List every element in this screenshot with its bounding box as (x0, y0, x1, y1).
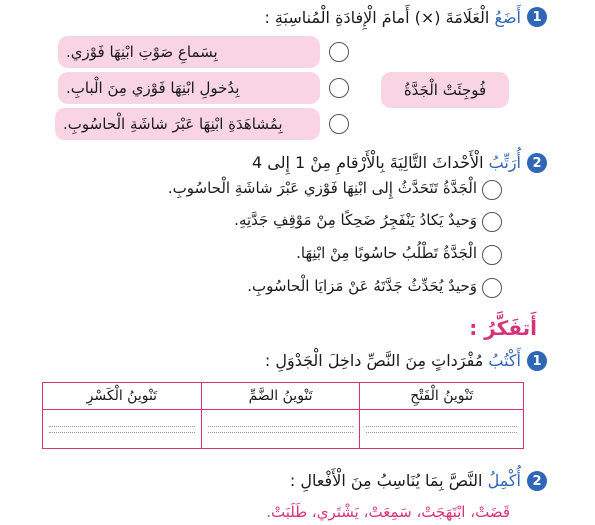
option-pill-2: بِدُخولِ ابْنِهَا فَوْزي مِنَ الْبابِ. (58, 72, 320, 104)
option-pill-1: بِسَماعِ صَوْتِ ابْنِهَا فَوْزي. (58, 36, 320, 68)
question-number-2: 2 (527, 153, 547, 173)
event-order-circle-1[interactable] (482, 180, 502, 200)
category-pill: فُوجِئَتْ الْجَدَّةُ (381, 72, 509, 108)
question-2-verb: أُرَتِّبُ (488, 153, 521, 172)
event-order-circle-2[interactable] (482, 212, 502, 232)
think-heading: أَتفَكَّرُ : (469, 316, 537, 340)
question-2-heading (252, 153, 521, 172)
question-number-4: 2 (527, 471, 547, 491)
option-pill-3: بِمُشاهَدَةِ ابْنِهَا عَبْرَ شاشَةِ الْحاسُوبِ. (55, 108, 320, 140)
event-order-circle-4[interactable] (482, 278, 502, 298)
vocabulary-table (42, 382, 524, 449)
event-text-3: الْجَدَّةُ تَطْلُبُ حاسُوبًا مِنْ ابْنِهَا. (296, 244, 477, 262)
question-number-3: 1 (527, 351, 547, 371)
table-header-kasr: تَنْوينُ الْكَسْرِ (43, 383, 202, 410)
table-cell-fath[interactable] (360, 410, 524, 449)
question-1-text: الْعَلَامَةَ (×) أَمامَ الْإِفادَةِ الْمُناسِبَةِ : (264, 8, 495, 27)
question-2-text: الْأَحْداثَ التَّالِيَةَ بِالْأَرْقامِ مِنْ 1 إِلى 4 (251, 153, 489, 172)
table-cell-kasr[interactable] (43, 410, 202, 449)
table-header-fath: تَنْوينُ الْفَتْحِ (360, 383, 524, 410)
question-4-verb: أُكْمِلُ (487, 471, 521, 490)
question-3-text: مُفْرَداتٍ مِنَ النَّصِّ داخِلَ الْجَدْوَلِ : (264, 351, 489, 370)
question-3-heading (265, 351, 521, 370)
event-order-circle-3[interactable] (482, 245, 502, 265)
table-header-damm: تَنْوينُ الضَّمِّ (201, 383, 360, 410)
question-1-heading (264, 8, 521, 27)
question-4-heading (290, 471, 521, 490)
event-text-1: الْجَدَّةُ تَتَحَدَّثُ إِلى ابْنِهَا فَوْزي عَبْرَ شاشَةِ الْحاسُوبِ. (167, 179, 477, 197)
option-checkbox-3[interactable] (329, 114, 349, 134)
table-cell-damm[interactable] (201, 410, 360, 449)
verb-options: قَضَتْ، ابْتَهَجَتْ، سَمِعَتْ، يَشْتَري، طَلَبَتْ. (266, 503, 510, 521)
question-1-verb: أَضَعُ (494, 8, 521, 27)
question-number-1: 1 (527, 7, 547, 27)
event-text-2: وَحيدٌ يَكادُ يَنْفَجِرُ ضَحِكًا مِنْ مَوْقِفِ جَدَّتِهِ. (234, 211, 477, 229)
question-3-verb: أَكْتُبُ (488, 351, 521, 370)
option-checkbox-2[interactable] (329, 78, 349, 98)
event-text-4: وَحيدٌ يُحَدِّثُ جَدَّتَهُ عَنْ مَزايَا الْحاسُوبِ. (247, 277, 477, 295)
question-4-text: النَّصَّ بِمَا يُنَاسِبُ مِنَ الْأَفْعالِ : (289, 471, 488, 490)
option-checkbox-1[interactable] (329, 42, 349, 62)
